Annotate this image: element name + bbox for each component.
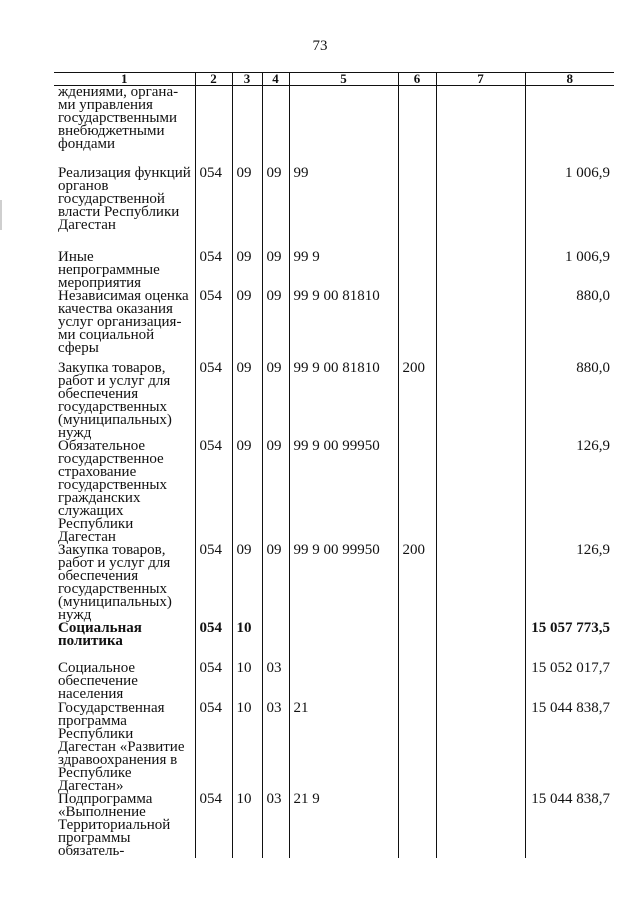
header-col-3: 3 (232, 73, 262, 86)
row-expense-type (398, 251, 436, 290)
row-expense-type (398, 86, 436, 165)
row-admin-code: 054 (195, 290, 232, 362)
row-name: Реализация функций органов государственной власти Республики Дагестан (58, 165, 191, 233)
row-section: 09 (232, 290, 262, 362)
row-section: 10 (232, 793, 262, 858)
page-number: 73 (312, 38, 328, 54)
row-amount: 1 006,9 (525, 251, 614, 290)
row-col-7 (436, 362, 525, 440)
row-expense-type (398, 702, 436, 793)
row-expense-type (398, 662, 436, 702)
row-target-article: 99 9 00 99950 (289, 440, 398, 544)
row-name: Социальная политика (58, 620, 142, 649)
row-admin-code: 054 (195, 544, 232, 622)
row-target-article (289, 86, 398, 165)
row-expense-type (398, 622, 436, 662)
table-row (54, 622, 614, 662)
row-target-article: 99 9 (289, 251, 398, 290)
table-row (54, 251, 614, 290)
header-col-5: 5 (289, 73, 398, 86)
row-target-article: 99 9 00 99950 (289, 544, 398, 622)
table-row (54, 164, 614, 251)
row-subsection: 09 (262, 290, 289, 362)
row-section: 09 (232, 362, 262, 440)
row-admin-code: 054 (195, 164, 232, 251)
row-target-article (289, 622, 398, 662)
row-name: ждениями, органа-ми управления государственными внебюджетными фондами (58, 84, 179, 152)
row-admin-code: 054 (195, 622, 232, 662)
row-name: Независимая оценка качества оказания услуг организация-ми социальной сферы (58, 288, 189, 356)
row-subsection: 03 (262, 662, 289, 702)
row-col-7 (436, 86, 525, 165)
row-admin-code: 054 (195, 662, 232, 702)
header-col-4: 4 (262, 73, 289, 86)
row-amount: 880,0 (525, 362, 614, 440)
row-col-7 (436, 251, 525, 290)
row-target-article: 21 9 (289, 793, 398, 858)
row-section: 10 (232, 702, 262, 793)
row-expense-type: 200 (398, 362, 436, 440)
row-section: 10 (232, 662, 262, 702)
row-target-article: 99 (289, 164, 398, 251)
row-subsection: 09 (262, 164, 289, 251)
table-body (54, 86, 614, 859)
row-name: Закупка товаров, работ и услуг для обеспечения государственных (муниципальных) нужд (58, 360, 172, 441)
row-col-7 (436, 662, 525, 702)
row-subsection: 09 (262, 251, 289, 290)
row-target-article: 99 9 00 81810 (289, 362, 398, 440)
row-admin-code: 054 (195, 362, 232, 440)
row-name: Государственная программа Республики Дагестан «Развитие здравоохранения в Республике Дагестан» (58, 700, 185, 794)
scan-artifact (0, 200, 2, 230)
row-amount: 15 044 838,7 (525, 793, 614, 858)
row-amount: 880,0 (525, 290, 614, 362)
row-admin-code: 054 (195, 440, 232, 544)
row-subsection: 09 (262, 440, 289, 544)
row-name: Социальное обеспечение населения (58, 660, 138, 702)
row-admin-code: 054 (195, 793, 232, 858)
table-row (54, 793, 614, 858)
row-amount: 15 057 773,5 (525, 622, 614, 662)
table-row (54, 702, 614, 793)
row-section: 09 (232, 544, 262, 622)
header-col-7: 7 (436, 73, 525, 86)
row-expense-type (398, 164, 436, 251)
row-amount (525, 86, 614, 165)
header-col-8: 8 (525, 73, 614, 86)
row-expense-type: 200 (398, 544, 436, 622)
row-section: 09 (232, 251, 262, 290)
row-subsection: 09 (262, 362, 289, 440)
header-col-6: 6 (398, 73, 436, 86)
row-subsection: 03 (262, 702, 289, 793)
table-row (54, 544, 614, 622)
row-section: 10 (232, 622, 262, 662)
row-col-7 (436, 290, 525, 362)
row-name: Иные непрограммные мероприятия (58, 249, 160, 291)
table-row (54, 662, 614, 702)
row-admin-code (195, 86, 232, 165)
row-col-7 (436, 544, 525, 622)
row-target-article (289, 662, 398, 702)
table-row (54, 290, 614, 362)
row-section (232, 86, 262, 165)
row-col-7 (436, 793, 525, 858)
row-subsection: 03 (262, 793, 289, 858)
row-name: Подпрограмма «Выполнение Территориальной программы обязатель- (58, 791, 171, 859)
row-amount: 126,9 (525, 544, 614, 622)
row-amount: 15 052 017,7 (525, 662, 614, 702)
row-col-7 (436, 622, 525, 662)
row-col-7 (436, 702, 525, 793)
row-section: 09 (232, 164, 262, 251)
row-amount: 1 006,9 (525, 164, 614, 251)
row-col-7 (436, 440, 525, 544)
row-expense-type (398, 793, 436, 858)
row-target-article: 99 9 00 81810 (289, 290, 398, 362)
row-subsection (262, 622, 289, 662)
row-amount: 126,9 (525, 440, 614, 544)
row-section: 09 (232, 440, 262, 544)
row-expense-type (398, 290, 436, 362)
table-row (54, 86, 614, 165)
row-admin-code: 054 (195, 702, 232, 793)
row-amount: 15 044 838,7 (525, 702, 614, 793)
row-name: Закупка товаров, работ и услуг для обеспечения государственных (муниципальных) нужд (58, 542, 172, 623)
table-row (54, 362, 614, 440)
table-row (54, 440, 614, 544)
header-col-1: 1 (54, 73, 195, 86)
row-admin-code: 054 (195, 251, 232, 290)
budget-table (54, 72, 614, 858)
row-target-article: 21 (289, 702, 398, 793)
row-name: Обязательное государственное страхование государственных гражданских служащих Республики Дагестан (58, 438, 167, 545)
row-subsection: 09 (262, 544, 289, 622)
header-col-2: 2 (195, 73, 232, 86)
row-expense-type (398, 440, 436, 544)
row-col-7 (436, 164, 525, 251)
row-subsection (262, 86, 289, 165)
